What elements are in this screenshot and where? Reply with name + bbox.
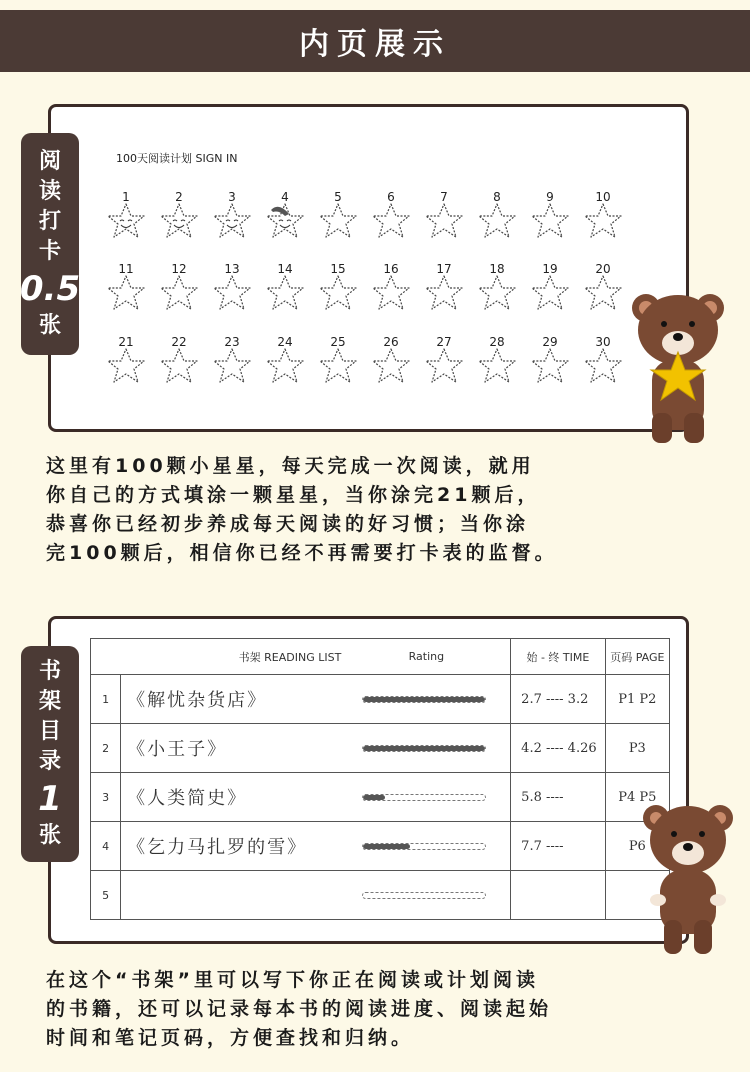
tab-unit: 张	[38, 823, 61, 848]
star-icon	[212, 347, 252, 385]
reading-progress-bar	[362, 794, 486, 801]
day-number: 14	[277, 262, 293, 276]
description-line: 你自己的方式填涂一颗星星，当你涂完21颗后，	[46, 484, 541, 506]
bear-with-star-icon	[628, 288, 728, 448]
day-number: 9	[546, 190, 554, 204]
header-list-label: 书架 READING LIST	[238, 650, 342, 664]
star-day-29[interactable]	[526, 335, 574, 395]
book-cell[interactable]	[121, 675, 511, 724]
star-day-27[interactable]	[420, 335, 468, 395]
header-banner	[0, 10, 750, 72]
day-number: 4	[281, 190, 289, 204]
day-number: 10	[595, 190, 611, 204]
tab-char: 阅	[38, 149, 61, 174]
sign-in-description	[46, 452, 726, 568]
star-icon	[371, 202, 411, 240]
tab-unit: 张	[38, 313, 61, 338]
day-number: 7	[440, 190, 448, 204]
day-number: 2	[175, 190, 183, 204]
star-day-2[interactable]	[155, 190, 203, 250]
star-icon	[371, 274, 411, 312]
sign-in-title: 100天阅读计划 SIGN IN	[116, 152, 238, 165]
day-number: 5	[334, 190, 342, 204]
day-number: 12	[171, 262, 187, 276]
book-title: 《解忧杂货店》	[127, 690, 268, 711]
star-icon	[159, 202, 199, 240]
tab-char: 打	[38, 209, 61, 234]
star-icon	[318, 347, 358, 385]
star-icon	[583, 202, 623, 240]
star-icon	[318, 202, 358, 240]
day-number: 30	[595, 335, 611, 349]
header-page: 页码 PAGE	[605, 639, 669, 675]
page-cell[interactable]: P4 P5	[605, 773, 669, 822]
day-number: 1	[122, 190, 130, 204]
star-day-17[interactable]	[420, 262, 468, 322]
time-cell[interactable]: 7.7 ----	[511, 822, 605, 871]
star-day-6[interactable]	[367, 190, 415, 250]
time-cell[interactable]: 5.8 ----	[511, 773, 605, 822]
star-icon	[318, 274, 358, 312]
time-cell[interactable]: 2.7 ---- 3.2	[511, 675, 605, 724]
star-day-5[interactable]	[314, 190, 362, 250]
book-cell[interactable]	[121, 724, 511, 773]
reading-list-description	[46, 966, 736, 1053]
star-day-1[interactable]	[102, 190, 150, 250]
description-line: 的书籍，还可以记录每本书的阅读进度、阅读起始	[46, 998, 553, 1020]
time-cell[interactable]: 4.2 ---- 4.26	[511, 724, 605, 773]
tab-char: 目	[38, 719, 61, 744]
star-icon	[371, 347, 411, 385]
star-day-9[interactable]	[526, 190, 574, 250]
day-number: 20	[595, 262, 611, 276]
day-number: 16	[383, 262, 399, 276]
description-line: 恭喜你已经初步养成每天阅读的好习惯；当你涂	[46, 513, 530, 535]
day-number: 17	[436, 262, 452, 276]
star-day-26[interactable]	[367, 335, 415, 395]
header-reading-list	[121, 639, 511, 675]
reading-progress-bar	[362, 892, 486, 899]
reading-progress-bar	[362, 696, 486, 703]
book-cell[interactable]	[121, 822, 511, 871]
tab-char: 架	[38, 689, 61, 714]
day-number: 8	[493, 190, 501, 204]
star-icon	[106, 202, 146, 240]
day-number: 11	[118, 262, 134, 276]
table-row	[91, 822, 670, 871]
star-icon	[583, 347, 623, 385]
tab-count: 0.5	[19, 269, 81, 309]
reading-list-table	[90, 638, 670, 920]
tab-char: 书	[38, 659, 61, 684]
star-day-22[interactable]	[155, 335, 203, 395]
row-number: 2	[91, 724, 121, 773]
description-line: 时间和笔记页码，方便查找和归纳。	[46, 1027, 415, 1049]
day-number: 26	[383, 335, 399, 349]
star-day-24[interactable]	[261, 335, 309, 395]
star-icon	[265, 274, 305, 312]
tab-char: 录	[38, 749, 61, 774]
star-day-12[interactable]	[155, 262, 203, 322]
table-row	[91, 773, 670, 822]
day-number: 24	[277, 335, 293, 349]
day-number: 23	[224, 335, 240, 349]
star-icon	[212, 274, 252, 312]
header-rating-label: Rating	[408, 650, 445, 663]
page-cell[interactable]: P1 P2	[605, 675, 669, 724]
row-number: 5	[91, 871, 121, 920]
table-row	[91, 675, 670, 724]
star-day-3[interactable]	[208, 190, 256, 250]
star-icon	[477, 202, 517, 240]
star-icon	[583, 274, 623, 312]
star-day-25[interactable]	[314, 335, 362, 395]
day-number: 13	[224, 262, 240, 276]
star-icon	[530, 202, 570, 240]
day-number: 27	[436, 335, 452, 349]
star-day-20[interactable]	[579, 262, 627, 322]
star-icon	[424, 274, 464, 312]
header-time: 始 - 终 TIME	[511, 639, 605, 675]
table-header-row	[91, 639, 670, 675]
star-icon	[424, 347, 464, 385]
reading-list-tab	[21, 646, 79, 862]
star-day-11[interactable]	[102, 262, 150, 322]
row-number: 4	[91, 822, 121, 871]
tab-count: 1	[38, 779, 62, 819]
star-icon	[530, 347, 570, 385]
header-spacer	[91, 639, 121, 675]
day-number: 19	[542, 262, 558, 276]
description-line: 完100颗后，相信你已经不再需要打卡表的监督。	[46, 542, 558, 564]
star-day-15[interactable]	[314, 262, 362, 322]
star-day-16[interactable]	[367, 262, 415, 322]
star-icon	[477, 347, 517, 385]
day-number: 29	[542, 335, 558, 349]
star-day-21[interactable]	[102, 335, 150, 395]
book-cell[interactable]	[121, 773, 511, 822]
star-icon	[212, 202, 252, 240]
book-title: 《乞力马扎罗的雪》	[127, 837, 308, 858]
day-number: 3	[228, 190, 236, 204]
star-icon	[477, 274, 517, 312]
book-cell[interactable]	[121, 871, 511, 920]
star-icon	[159, 347, 199, 385]
page-cell[interactable]: P6	[605, 822, 669, 871]
page-title: 内页展示	[299, 27, 451, 62]
table-row	[91, 871, 670, 920]
row-number: 3	[91, 773, 121, 822]
reading-progress-bar	[362, 843, 486, 850]
description-line: 在这个“书架”里可以写下你正在阅读或计划阅读	[46, 969, 539, 991]
star-day-19[interactable]	[526, 262, 574, 322]
tab-char: 读	[38, 179, 61, 204]
day-number: 15	[330, 262, 346, 276]
time-cell[interactable]	[511, 871, 605, 920]
description-line: 这里有100颗小星星，每天完成一次阅读，就用	[46, 455, 535, 477]
day-number: 18	[489, 262, 505, 276]
star-day-14[interactable]	[261, 262, 309, 322]
star-day-7[interactable]	[420, 190, 468, 250]
star-icon	[106, 347, 146, 385]
star-icon	[265, 347, 305, 385]
star-icon	[106, 274, 146, 312]
reading-progress-bar	[362, 745, 486, 752]
star-icon	[530, 274, 570, 312]
star-day-13[interactable]	[208, 262, 256, 322]
page-cell[interactable]: P3	[605, 724, 669, 773]
row-number: 1	[91, 675, 121, 724]
table-row	[91, 724, 670, 773]
star-day-8[interactable]	[473, 190, 521, 250]
star-icon	[424, 202, 464, 240]
star-day-30[interactable]	[579, 335, 627, 395]
day-number: 25	[330, 335, 346, 349]
star-day-4[interactable]	[261, 190, 309, 250]
sign-in-tab	[21, 133, 79, 355]
day-number: 21	[118, 335, 134, 349]
star-day-23[interactable]	[208, 335, 256, 395]
star-day-18[interactable]	[473, 262, 521, 322]
book-title: 《小王子》	[127, 739, 228, 760]
star-day-10[interactable]	[579, 190, 627, 250]
day-number: 6	[387, 190, 395, 204]
star-icon	[265, 202, 305, 240]
star-icon	[159, 274, 199, 312]
day-number: 28	[489, 335, 505, 349]
book-title: 《人类简史》	[127, 788, 248, 809]
tab-char: 卡	[38, 239, 61, 264]
bear-icon	[640, 798, 736, 958]
day-number: 22	[171, 335, 187, 349]
star-day-28[interactable]	[473, 335, 521, 395]
